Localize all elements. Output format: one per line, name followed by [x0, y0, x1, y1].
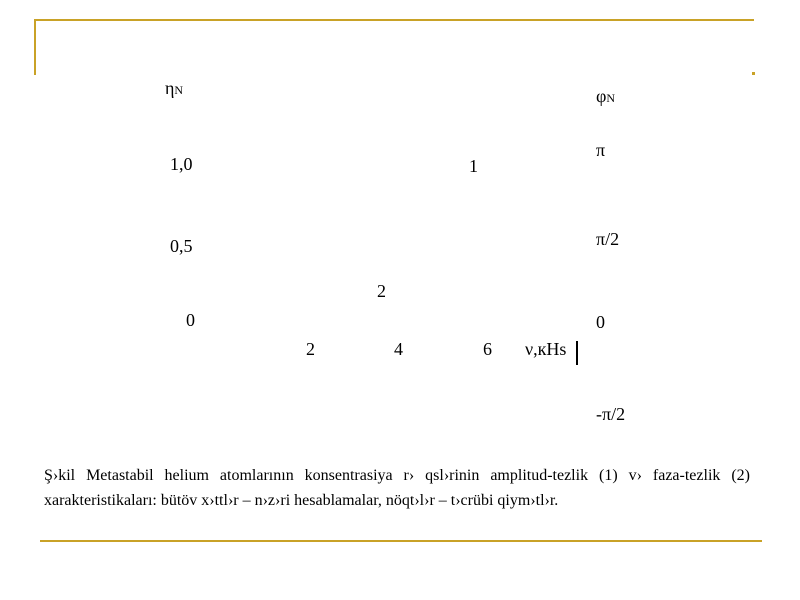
left-tick-label: 0	[186, 310, 195, 330]
figure-caption: Ş›kil Metastabil helium atomlarının konsentrasiya r› qsl›rinin amplitud-tezlik (1) v› faza-tezlik (2) xarakteristikaları: bütöv x›ttl›r – n›z›ri hesablamalar, nöqt›l›r – t›crübi qiym›tl›r.	[44, 467, 750, 509]
right-tick-label: π/2	[596, 229, 620, 249]
x-axis-label: ν,кHs	[525, 339, 567, 359]
right-axis-symbol: φ	[596, 86, 607, 106]
right-tick-label: 0	[596, 312, 605, 332]
right-tick-label: π	[596, 140, 606, 160]
curve-label: 1	[469, 156, 478, 176]
left-tick-label: 1,0	[170, 154, 193, 174]
left-tick-label: 0,5	[170, 236, 193, 256]
left-axis-subscript: N	[174, 83, 184, 97]
left-axis-symbol: η	[165, 78, 175, 98]
bottom-rule	[40, 540, 762, 542]
curve-label: 2	[377, 281, 386, 301]
right-axis-subscript: N	[606, 91, 616, 105]
x-tick-label: 4	[394, 339, 403, 359]
right-tick-label: -π/2	[596, 404, 626, 424]
x-tick-label: 2	[306, 339, 315, 359]
x-tick-label: 6	[483, 339, 492, 359]
